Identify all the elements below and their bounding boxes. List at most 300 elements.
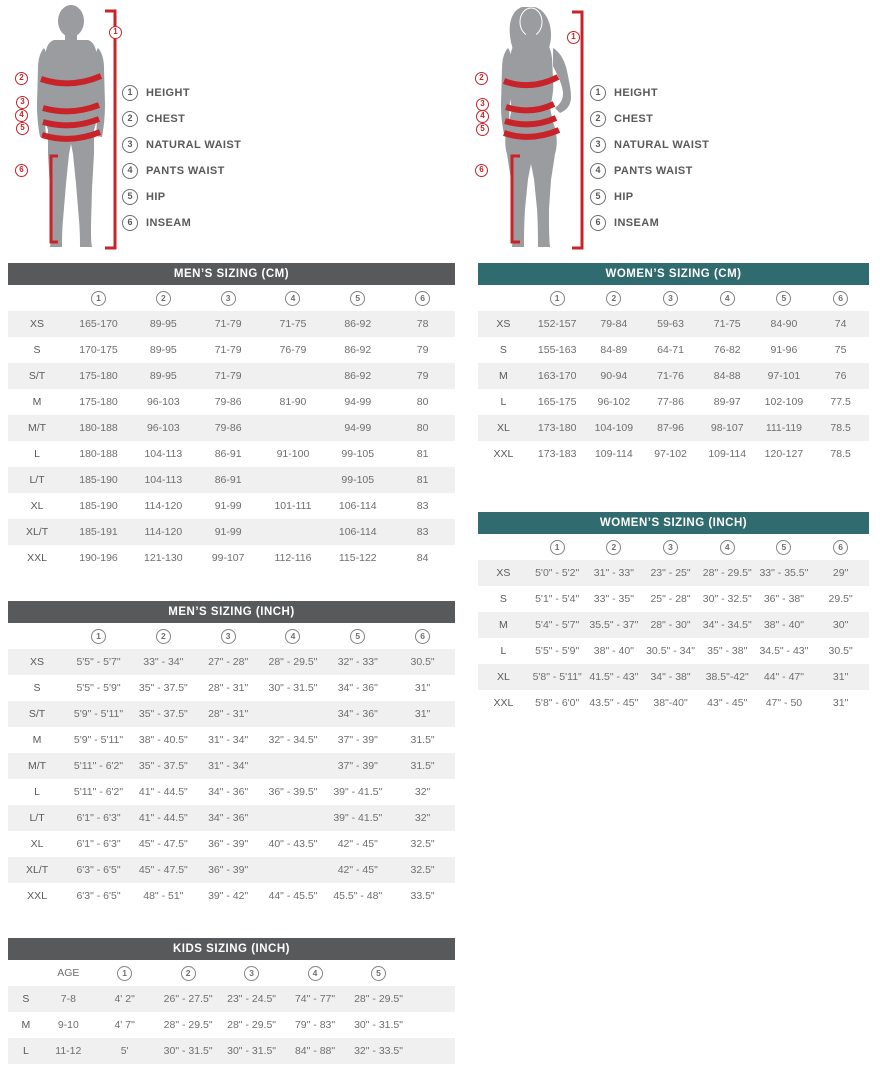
table-row-s (8, 986, 455, 1012)
table-cell: 28" - 29.5" (268, 656, 318, 668)
column-number-icon-5: 5 (776, 540, 791, 555)
table-cell: 71-79 (214, 318, 242, 330)
table-cell: 98-107 (710, 422, 744, 434)
table-cell: 28" - 29.5" (163, 1019, 213, 1031)
column-number-icon-6: 6 (833, 291, 848, 306)
column-header-row (8, 623, 455, 649)
table-cell: 79-84 (600, 318, 628, 330)
column-header-row (478, 285, 869, 311)
legend-label: INSEAM (146, 216, 192, 229)
table-cell: 35" - 38" (707, 645, 748, 657)
table-cell: 39" - 42" (208, 890, 249, 902)
table-cell (261, 363, 326, 389)
size-label: L/T (29, 812, 45, 824)
column-number-icon-3: 3 (221, 291, 236, 306)
table-cell: 23" - 25" (650, 567, 691, 579)
column-number-icon-3: 3 (663, 540, 678, 555)
table-cell: 38" - 40.5" (138, 734, 188, 746)
table-cell: 4' 7" (114, 1019, 135, 1031)
table-cell: 96-103 (146, 396, 180, 408)
table-cell: 79 (416, 344, 429, 356)
womens-inch-title: WOMEN’S SIZING (INCH) (478, 512, 869, 534)
table-cell: 173-180 (537, 422, 577, 434)
mens-sizing-cm-section (8, 263, 455, 571)
measurement-marker-5: 5 (16, 122, 29, 135)
column-number-icon-4: 4 (720, 291, 735, 306)
table-row-l (8, 441, 455, 467)
legend-item-natural-waist (122, 136, 241, 153)
table-cell: 86-92 (344, 344, 372, 356)
column-number-icon-1: 1 (550, 540, 565, 555)
table-cell: 76-82 (713, 344, 741, 356)
legend-number-icon: 6 (590, 215, 606, 231)
size-label: M (32, 734, 42, 746)
table-cell: 89-95 (149, 370, 177, 382)
table-cell (261, 805, 326, 831)
table-cell: 5'1" - 5'4" (535, 593, 580, 605)
size-label: XL (496, 671, 510, 683)
size-label: S (22, 993, 30, 1005)
table-cell: 30.5" (828, 645, 853, 657)
table-cell: 115-122 (338, 552, 377, 564)
table-cell: 74" - 77" (294, 993, 336, 1005)
table-row-xxl (478, 441, 869, 467)
table-row-m (478, 612, 869, 638)
table-row-m-t (8, 753, 455, 779)
table-cell: 59-63 (657, 318, 684, 330)
kids-sizing-inch-section (8, 938, 455, 1064)
table-cell: 31" (832, 671, 849, 683)
measurement-marker-2: 2 (15, 72, 28, 85)
legend-number-icon: 4 (122, 163, 138, 179)
table-cell: 5'8" - 6'0" (535, 697, 580, 709)
table-row-l (8, 779, 455, 805)
table-cell: 41" - 44.5" (138, 812, 188, 824)
table-cell: 180-188 (79, 448, 118, 460)
table-cell: 28" - 29.5" (227, 1019, 277, 1031)
column-number-icon-6: 6 (415, 629, 430, 644)
legend-number-icon: 3 (590, 137, 606, 153)
table-cell: 91-100 (276, 448, 310, 460)
column-number-icon-3: 3 (244, 966, 259, 981)
legend-label: CHEST (146, 112, 186, 125)
table-cell: 6'1" - 6'3" (76, 812, 121, 824)
legend-label: NATURAL WAIST (614, 138, 710, 151)
size-label: S (499, 344, 507, 356)
table-cell: 26" - 27.5" (163, 993, 213, 1005)
size-label: S (33, 682, 41, 694)
table-row-xs (478, 311, 869, 337)
table-cell: 5' (120, 1045, 129, 1057)
table-cell: 5'0" - 5'2" (535, 567, 580, 579)
measurement-marker-3: 3 (476, 98, 489, 111)
legend-number-icon: 3 (122, 137, 138, 153)
legend-number-icon: 5 (122, 189, 138, 205)
table-cell: 32.5" (410, 838, 435, 850)
column-number-icon-4: 4 (285, 629, 300, 644)
size-label: M (499, 619, 508, 631)
table-cell: 81 (416, 474, 429, 486)
table-cell: 4' 2" (114, 993, 135, 1005)
table-cell: 64-71 (657, 344, 684, 356)
table-cell: 120-127 (764, 448, 804, 460)
kids-inch-title: KIDS SIZING (INCH) (8, 938, 455, 960)
table-cell: 29.5" (828, 593, 853, 605)
table-cell: 32" - 33.5" (354, 1045, 403, 1057)
table-cell: 87-96 (657, 422, 684, 434)
table-row-xl (8, 831, 455, 857)
table-row-s (478, 586, 869, 612)
table-cell: 104-109 (594, 422, 634, 434)
table-cell: 45" - 47.5" (138, 864, 188, 876)
measurement-marker-4: 4 (476, 110, 489, 123)
size-label: XS (30, 656, 45, 668)
table-cell: 81 (416, 448, 429, 460)
table-cell: 30.5" - 34" (646, 645, 695, 657)
size-label: L (34, 786, 40, 798)
table-cell: 34" - 36" (208, 812, 249, 824)
table-cell: 111-119 (765, 422, 803, 434)
table-cell: 112-116 (274, 552, 312, 564)
table-cell (261, 857, 326, 883)
table-row-m-t (8, 415, 455, 441)
kids-inch-table (8, 960, 455, 1064)
legend-item-pants-waist (122, 162, 241, 179)
table-cell: 84 (416, 552, 429, 564)
mens-inch-title: MEN’S SIZING (INCH) (8, 601, 455, 623)
table-cell: 71-75 (279, 318, 307, 330)
legend-number-icon: 2 (122, 111, 138, 127)
size-label: XL (496, 422, 510, 434)
table-cell: 32" (414, 812, 431, 824)
table-cell: 34" - 36" (208, 786, 249, 798)
legend-label: HEIGHT (614, 86, 658, 99)
table-cell: 173-183 (537, 448, 577, 460)
measurement-marker-6: 6 (475, 164, 488, 177)
womens-sizing-cm-section (478, 263, 869, 467)
column-header-row (8, 285, 455, 311)
table-row-m (478, 363, 869, 389)
column-number-icon-2: 2 (606, 291, 621, 306)
table-row-s (8, 675, 455, 701)
table-cell: 37" - 39" (337, 760, 378, 772)
table-cell: 39" - 41.5" (333, 812, 383, 824)
table-cell: 30.5" (410, 656, 435, 668)
measurement-marker-1: 1 (567, 31, 580, 44)
size-label: S/T (28, 708, 46, 720)
table-cell: 28" - 31" (208, 708, 249, 720)
table-cell: 86-91 (214, 474, 242, 486)
table-cell: 91-99 (214, 526, 242, 538)
table-cell: 36" - 39" (208, 864, 249, 876)
table-cell: 77-86 (657, 396, 684, 408)
table-cell: 5'5" - 5'9" (76, 682, 121, 694)
legend-item-hip (590, 188, 709, 205)
table-cell: 28" - 31" (208, 682, 249, 694)
table-cell: 75 (834, 344, 847, 356)
table-cell (261, 415, 326, 441)
table-row-xxl (8, 545, 455, 571)
table-cell: 31" (832, 697, 849, 709)
size-label: M/T (28, 422, 47, 434)
legend-number-icon: 6 (122, 215, 138, 231)
table-cell: 5'5" - 5'9" (535, 645, 580, 657)
table-row-xl-t (8, 519, 455, 545)
table-cell: 97-101 (767, 370, 801, 382)
column-header-row (8, 960, 455, 986)
table-cell: 29" (832, 567, 849, 579)
table-cell: 6'3" - 6'5" (76, 890, 121, 902)
table-cell: 35" - 37.5" (138, 760, 188, 772)
legend-number-icon: 4 (590, 163, 606, 179)
column-number-icon-1: 1 (550, 291, 565, 306)
age-value: 7-8 (60, 993, 76, 1005)
mens-cm-table (8, 285, 455, 571)
legend-label: HIP (614, 190, 634, 203)
size-label: L (500, 645, 507, 657)
table-row-m (8, 727, 455, 753)
table-cell: 28" - 29.5" (354, 993, 403, 1005)
table-cell: 96-102 (597, 396, 631, 408)
table-cell: 38"-40" (653, 697, 688, 709)
table-cell: 121-130 (144, 552, 183, 564)
table-cell: 43.5" - 45" (589, 697, 639, 709)
table-cell: 175-180 (79, 370, 118, 382)
table-cell: 78.5 (830, 448, 851, 460)
legend-label: PANTS WAIST (146, 164, 225, 177)
measurement-marker-6: 6 (15, 164, 28, 177)
size-label: S (33, 344, 41, 356)
legend-item-natural-waist (590, 136, 709, 153)
table-cell: 25" - 28" (650, 593, 691, 605)
table-cell: 48" - 51" (143, 890, 184, 902)
table-cell: 34.5" - 43" (759, 645, 809, 657)
table-cell (261, 519, 326, 545)
male-measurement-legend (122, 84, 241, 240)
table-cell: 6'1" - 6'3" (76, 838, 121, 850)
table-cell: 114-120 (144, 526, 183, 538)
size-label: L/T (29, 474, 45, 486)
legend-item-hip (122, 188, 241, 205)
size-label: M/T (28, 760, 47, 772)
table-cell: 35" - 37.5" (138, 682, 188, 694)
column-number-icon-2: 2 (606, 540, 621, 555)
table-cell: 74 (834, 318, 847, 330)
table-cell: 41.5" - 43" (589, 671, 639, 683)
table-cell: 32" - 34.5" (268, 734, 318, 746)
measurement-marker-3: 3 (16, 96, 29, 109)
size-label: XL/T (25, 526, 49, 538)
legend-item-inseam (122, 214, 241, 231)
size-label: XS (30, 318, 45, 330)
table-cell: 185-190 (79, 500, 118, 512)
table-cell: 39" - 41.5" (333, 786, 383, 798)
womens-sizing-inch-section (478, 512, 869, 716)
table-cell: 71-79 (214, 370, 242, 382)
size-label: M (499, 370, 508, 382)
table-row-s (478, 337, 869, 363)
column-number-icon-2: 2 (181, 966, 196, 981)
size-label: S/T (28, 370, 46, 382)
table-cell: 36" - 39" (208, 838, 249, 850)
mens-cm-title: MEN’S SIZING (CM) (8, 263, 455, 285)
table-cell: 175-180 (79, 396, 118, 408)
size-label: XL/T (25, 864, 49, 876)
table-cell: 23" - 24.5" (227, 993, 277, 1005)
table-cell: 163-170 (537, 370, 577, 382)
table-cell: 5'11" - 6'2" (73, 786, 124, 798)
table-cell: 71-75 (713, 318, 741, 330)
column-number-icon-6: 6 (415, 291, 430, 306)
age-value: 9-10 (57, 1019, 79, 1031)
legend-label: HIP (146, 190, 166, 203)
right-table-column (478, 263, 869, 716)
table-row-l (8, 1038, 455, 1064)
table-cell: 27" - 28" (208, 656, 249, 668)
table-cell (261, 467, 326, 493)
table-cell: 31" - 34" (208, 760, 249, 772)
legend-item-chest (122, 110, 241, 127)
table-cell: 89-95 (149, 318, 177, 330)
table-cell: 38" - 40" (763, 619, 804, 631)
table-cell: 40" - 43.5" (268, 838, 318, 850)
table-cell: 165-170 (79, 318, 118, 330)
table-cell: 71-76 (657, 370, 684, 382)
male-figure-diagram (10, 4, 130, 252)
column-number-icon-4: 4 (285, 291, 300, 306)
table-row-m (8, 1012, 455, 1038)
table-cell: 71-79 (214, 344, 242, 356)
table-cell: 79-86 (214, 422, 242, 434)
measurement-marker-4: 4 (15, 109, 28, 122)
table-row-xs (478, 560, 869, 586)
table-cell: 114-120 (144, 500, 183, 512)
column-number-icon-1: 1 (117, 966, 132, 981)
size-label: L (22, 1045, 29, 1057)
table-cell: 77.5 (830, 396, 851, 408)
legend-number-icon: 2 (590, 111, 606, 127)
table-cell: 80 (416, 396, 429, 408)
table-row-xs (8, 311, 455, 337)
table-cell: 36" - 38" (763, 593, 804, 605)
table-cell: 43" - 45" (707, 697, 748, 709)
mens-sizing-inch-section (8, 601, 455, 909)
table-cell: 84-90 (770, 318, 798, 330)
table-cell: 165-175 (537, 396, 577, 408)
measurement-marker-1: 1 (109, 26, 122, 39)
mens-inch-table (8, 623, 455, 909)
table-row-s-t (8, 701, 455, 727)
table-cell: 42" - 45" (337, 838, 378, 850)
table-cell: 30" - 32.5" (702, 593, 752, 605)
table-row-m (8, 389, 455, 415)
legend-label: INSEAM (614, 216, 660, 229)
table-cell: 31" (414, 708, 431, 720)
size-label: XXL (27, 890, 47, 902)
size-label: M (32, 396, 42, 408)
table-cell: 83 (416, 500, 429, 512)
table-cell: 5'9" - 5'11" (73, 734, 124, 746)
table-cell: 34" - 34.5" (702, 619, 752, 631)
table-cell: 42" - 45" (337, 864, 378, 876)
table-cell: 37" - 39" (337, 734, 378, 746)
table-row-l-t (8, 805, 455, 831)
size-label: S (499, 593, 507, 605)
table-cell: 89-97 (713, 396, 741, 408)
size-label: XS (496, 318, 511, 330)
table-cell: 79 (416, 370, 429, 382)
table-cell: 79-86 (214, 396, 242, 408)
table-row-s-t (8, 363, 455, 389)
table-cell: 185-191 (79, 526, 118, 538)
column-header-row (478, 534, 869, 560)
table-cell: 6'3" - 6'5" (76, 864, 121, 876)
table-cell: 45" - 47.5" (138, 838, 188, 850)
column-number-icon-4: 4 (308, 966, 323, 981)
table-row-l (478, 389, 869, 415)
table-row-xl-t (8, 857, 455, 883)
column-number-icon-5: 5 (776, 291, 791, 306)
table-cell: 99-105 (341, 474, 375, 486)
column-number-icon-5: 5 (371, 966, 386, 981)
table-cell: 38" - 40" (593, 645, 634, 657)
table-cell: 76 (834, 370, 847, 382)
column-number-icon-5: 5 (350, 629, 365, 644)
table-cell: 86-91 (214, 448, 242, 460)
table-cell: 28" - 29.5" (702, 567, 752, 579)
size-label: XS (496, 567, 511, 579)
size-label: XXL (27, 552, 47, 564)
measurement-marker-5: 5 (476, 123, 489, 136)
legend-label: CHEST (614, 112, 654, 125)
table-cell: 30" - 31.5" (268, 682, 318, 694)
table-cell: 90-94 (600, 370, 628, 382)
table-cell: 30" - 31.5" (354, 1019, 403, 1031)
table-cell: 30" (832, 619, 849, 631)
table-cell: 47" - 50 (765, 697, 803, 709)
table-cell: 33" - 34" (143, 656, 184, 668)
table-row-l-t (8, 467, 455, 493)
table-row-xs (8, 649, 455, 675)
size-label: XXL (493, 448, 514, 460)
table-cell (261, 701, 326, 727)
table-cell: 104-113 (144, 474, 183, 486)
table-cell: 109-114 (708, 448, 747, 460)
table-cell: 32.5" (410, 864, 435, 876)
table-row-xl (8, 493, 455, 519)
legend-number-icon: 1 (122, 85, 138, 101)
table-cell: 84-89 (600, 344, 628, 356)
table-row-xxl (8, 883, 455, 909)
table-cell: 106-114 (338, 526, 377, 538)
table-cell: 41" - 44.5" (138, 786, 188, 798)
table-cell: 190-196 (79, 552, 118, 564)
table-cell: 84-88 (713, 370, 741, 382)
table-row-xl (478, 664, 869, 690)
table-cell: 89-95 (149, 344, 177, 356)
size-label: XL (30, 500, 44, 512)
legend-label: PANTS WAIST (614, 164, 693, 177)
table-cell: 185-190 (79, 474, 118, 486)
table-cell: 32" (414, 786, 431, 798)
table-cell: 44" - 45.5" (268, 890, 318, 902)
table-cell: 31.5" (410, 760, 435, 772)
table-cell: 35.5" - 37" (589, 619, 639, 631)
table-cell: 30" - 31.5" (163, 1045, 213, 1057)
column-number-icon-6: 6 (833, 540, 848, 555)
table-cell (261, 753, 326, 779)
female-silhouette-illustration (470, 4, 600, 252)
